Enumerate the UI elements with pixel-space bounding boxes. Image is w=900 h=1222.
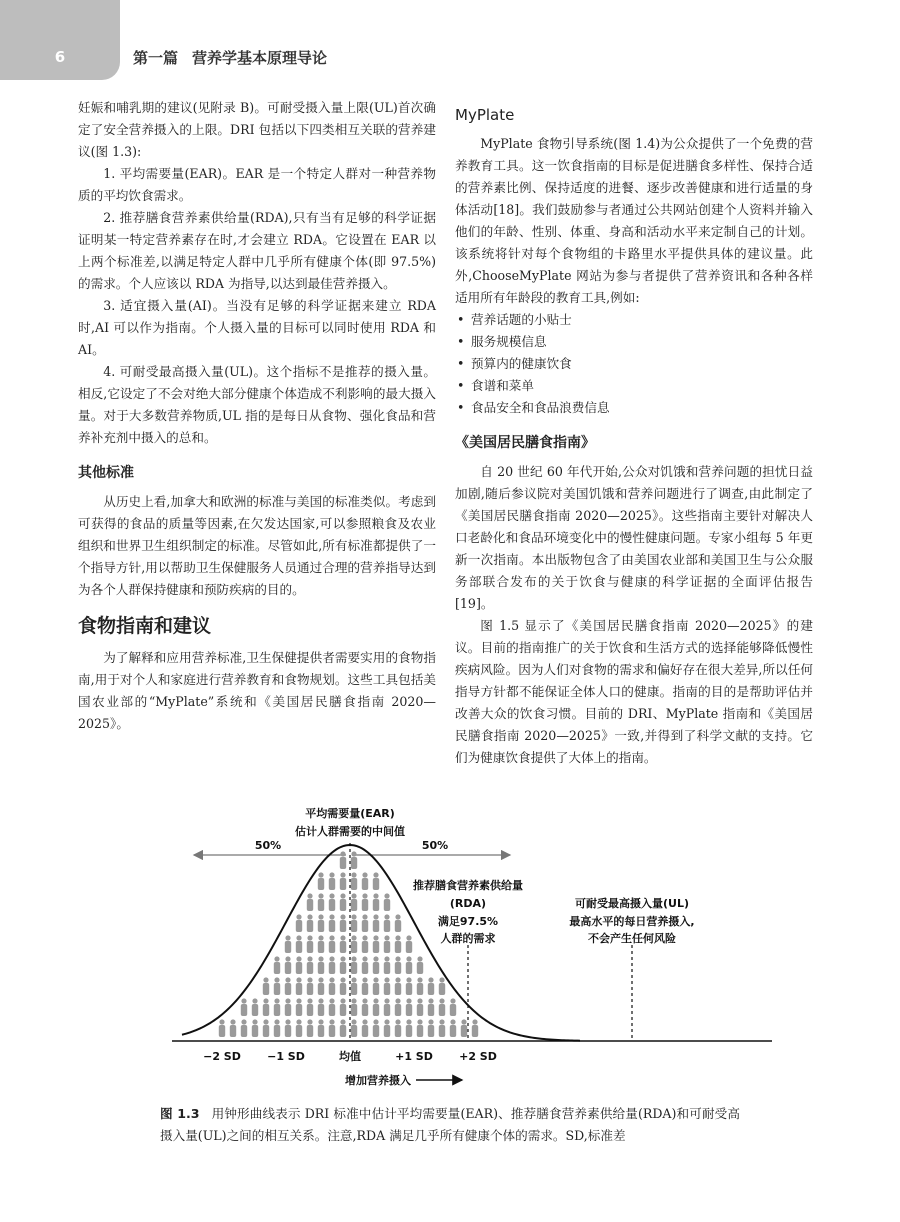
running-head bbox=[133, 47, 327, 68]
person-icon bbox=[307, 977, 313, 995]
person-icon bbox=[384, 893, 390, 911]
person-icon bbox=[395, 977, 401, 995]
person-icon bbox=[285, 977, 291, 995]
person-icon bbox=[395, 914, 401, 932]
person-icon bbox=[285, 935, 291, 953]
person-icon bbox=[395, 956, 401, 974]
person-icon bbox=[428, 1019, 434, 1037]
bell-curve-diagram bbox=[160, 795, 820, 1095]
person-icon bbox=[340, 893, 346, 911]
ul-label-line2: 最高水平的每日营养摄入, bbox=[569, 915, 695, 928]
person-icon bbox=[362, 1019, 368, 1037]
person-icon bbox=[340, 851, 346, 869]
person-icon bbox=[373, 1019, 379, 1037]
person-icon bbox=[307, 893, 313, 911]
person-icon bbox=[329, 956, 335, 974]
person-icon bbox=[307, 1019, 313, 1037]
person-icon bbox=[307, 998, 313, 1016]
person-icon bbox=[461, 1019, 467, 1037]
person-icon bbox=[296, 998, 302, 1016]
person-icon bbox=[318, 998, 324, 1016]
person-icon bbox=[406, 998, 412, 1016]
person-icon bbox=[329, 872, 335, 890]
person-icon bbox=[428, 998, 434, 1016]
person-icon bbox=[373, 977, 379, 995]
paragraph: 2. 推荐膳食营养素供给量(RDA),只有当有足够的科学证据证明某一特定营养素存在时,才会建立 RDA。它设置在 EAR 以上两个标准差,以满足特定人群中几乎所有健康个体(即 97.5%)的需求。个人应该以 RDA 为指导,以达到最佳营养摄入。 bbox=[78, 210, 436, 291]
paragraph: 自 20 世纪 60 年代开始,公众对饥饿和营养问题的担忧日益加剧,随后参议院对美国饥饿和营养问题进行了调查,由此制定了《美国居民膳食指南 2020—2025》。这些指南主要针对解决人口老龄化和食品环境变化中的慢性健康问题。专家小组每 5 年更新一次指南。本出版物包含了由美国农业部和美国卫生与公众服务部联合发布的关于饮食与健康的科学证据的全面评估报告[19]。 bbox=[455, 464, 813, 611]
person-icon bbox=[351, 914, 357, 932]
person-icon bbox=[296, 935, 302, 953]
list-item: • 预算内的健康饮食 bbox=[471, 353, 813, 375]
person-icon bbox=[406, 977, 412, 995]
person-icon bbox=[241, 998, 247, 1016]
person-icon bbox=[373, 893, 379, 911]
paragraph: 1. 平均需要量(EAR)。EAR 是一个特定人群对一种营养物质的平均饮食需求。 bbox=[78, 166, 436, 203]
person-icon bbox=[384, 956, 390, 974]
person-icon bbox=[318, 893, 324, 911]
person-icon bbox=[340, 977, 346, 995]
page-number: 6 bbox=[54, 48, 66, 66]
person-icon bbox=[373, 914, 379, 932]
person-icon bbox=[362, 893, 368, 911]
person-icon bbox=[351, 851, 357, 869]
person-icon bbox=[472, 1019, 478, 1037]
person-icon bbox=[450, 1019, 456, 1037]
tick-minus-2sd: −2 SD bbox=[203, 1050, 241, 1063]
person-icon bbox=[450, 998, 456, 1016]
person-icon bbox=[329, 977, 335, 995]
person-icon bbox=[384, 998, 390, 1016]
person-icon bbox=[318, 935, 324, 953]
person-icon bbox=[362, 977, 368, 995]
person-icon bbox=[406, 956, 412, 974]
bullet-list bbox=[455, 309, 813, 419]
paragraph: 从历史上看,加拿大和欧洲的标准与美国的标准类似。考虑到可获得的食品的质量等因素,在欠发达国家,可以参照粮食及农业组织和世界卫生组织制定的标准。尽管如此,所有标准都提供了一个指导方针,用以帮助卫生保健服务人员通过合理的营养指导达到为各个人群保持健康和预防疾病的目的。 bbox=[78, 494, 436, 597]
rda-label-line1: 推荐膳食营养素供给量 bbox=[413, 879, 523, 892]
part-label: 第一篇 bbox=[133, 49, 179, 67]
person-icon bbox=[384, 935, 390, 953]
person-icon bbox=[307, 914, 313, 932]
figure-bell-curve bbox=[160, 795, 820, 1095]
person-icon bbox=[439, 998, 445, 1016]
person-icon bbox=[318, 1019, 324, 1037]
person-icon bbox=[296, 977, 302, 995]
person-icon bbox=[406, 935, 412, 953]
person-icon bbox=[230, 1019, 236, 1037]
person-icon bbox=[384, 977, 390, 995]
person-icon bbox=[252, 998, 258, 1016]
person-icon bbox=[263, 1019, 269, 1037]
person-icon bbox=[285, 998, 291, 1016]
pct-left: 50% bbox=[254, 839, 282, 852]
ul-label-line3: 不会产生任何风险 bbox=[588, 932, 676, 945]
tick-mean: 均值 bbox=[339, 1050, 361, 1063]
figure-caption bbox=[160, 1103, 740, 1147]
person-icon bbox=[417, 977, 423, 995]
ear-label-line1: 平均需要量(EAR) bbox=[305, 807, 395, 820]
person-icon bbox=[296, 1019, 302, 1037]
person-icon bbox=[395, 935, 401, 953]
person-icon bbox=[395, 1019, 401, 1037]
person-icon bbox=[340, 914, 346, 932]
person-icon bbox=[296, 956, 302, 974]
person-icon bbox=[417, 1019, 423, 1037]
left-column bbox=[78, 97, 436, 735]
person-icon bbox=[417, 956, 423, 974]
person-icon bbox=[417, 998, 423, 1016]
list-item: • 食品安全和食品浪费信息 bbox=[471, 397, 813, 419]
paragraph: 图 1.5 显示了《美国居民膳食指南 2020—2025》的建议。目前的指南推广的关于饮食和生活方式的选择能够降低慢性疾病风险。因为人们对食物的需求和偏好存在很大差异,所以任何指导方针都不能保证全体人口的健康。指南的目的是帮助评估并改善大众的饮食习惯。目前的 DRI、MyPlate 指南和《美国居民膳食指南 2020—2025》一致,并得到了科学文献的支持。它们为健康饮食提供了大体上的指南。 bbox=[455, 618, 813, 765]
person-icon bbox=[329, 935, 335, 953]
paragraph: MyPlate 食物引导系统(图 1.4)为公众提供了一个免费的营养教育工具。这一饮食指南的目标是促进膳食多样性、保持合适的营养素比例、保持适度的进餐、逐步改善健康和进行适量的身体活动[18]。我们鼓励参与者通过公共网站创建个人资料并输入他们的年龄、性别、体重、身高和活动水平来定制自己的计划。该系统将针对每个食物组的卡路里水平提供具体的建议量。此外,ChooseMyPlate 网站为参与者提供了营养资讯和各种各样适用所有年龄段的教育工具,例如: bbox=[455, 136, 813, 305]
section-heading-food-guides: 食物指南和建议 bbox=[78, 615, 212, 637]
person-icon bbox=[351, 977, 357, 995]
person-icon bbox=[329, 1019, 335, 1037]
person-icon bbox=[351, 893, 357, 911]
person-icon bbox=[329, 998, 335, 1016]
list-item: • 食谱和菜单 bbox=[471, 375, 813, 397]
person-icon bbox=[439, 1019, 445, 1037]
person-icon bbox=[263, 998, 269, 1016]
tick-plus-1sd: +1 SD bbox=[395, 1050, 433, 1063]
person-icon bbox=[307, 935, 313, 953]
person-icon bbox=[274, 977, 280, 995]
person-icon bbox=[219, 1019, 225, 1037]
paragraph: 3. 适宜摄入量(AI)。当没有足够的科学证据来建立 RDA 时,AI 可以作为指南。个人摄入量的目标可以同时使用 RDA 和 AI。 bbox=[78, 298, 436, 357]
caption-text: 用钟形曲线表示 DRI 标准中估计平均需要量(EAR)、推荐膳食营养素供给量(RDA)和可耐受高摄入量(UL)之间的相互关系。注意,RDA 满足几乎所有健康个体的需求。SD,标准差 bbox=[160, 1106, 740, 1143]
person-icon bbox=[263, 977, 269, 995]
person-icon bbox=[274, 998, 280, 1016]
section-heading-dietary-guidelines: 《美国居民膳食指南》 bbox=[455, 435, 595, 451]
person-icon bbox=[307, 956, 313, 974]
rda-label-line3: 满足97.5% bbox=[437, 915, 499, 928]
person-icon bbox=[428, 977, 434, 995]
person-icon bbox=[384, 914, 390, 932]
person-icon bbox=[329, 893, 335, 911]
person-icon bbox=[351, 956, 357, 974]
person-icon bbox=[406, 1019, 412, 1037]
person-icon bbox=[373, 998, 379, 1016]
person-icon bbox=[362, 956, 368, 974]
x-axis-label: 增加营养摄入 bbox=[345, 1074, 411, 1087]
paragraph: 妊娠和哺乳期的建议(见附录 B)。可耐受摄入量上限(UL)首次确定了安全营养摄入的上限。DRI 包括以下四类相互关联的营养建议(图 1.3): bbox=[78, 100, 436, 159]
caption-label: 图 1.3 bbox=[160, 1106, 200, 1121]
person-icon bbox=[351, 872, 357, 890]
paragraph: 4. 可耐受最高摄入量(UL)。这个指标不是推荐的摄入量。相反,它设定了不会对绝大部分健康个体造成不利影响的最大摄入量。对于大多数营养物质,UL 指的是每日从食物、强化食品和营养补充剂中摄入的总和。 bbox=[78, 364, 436, 445]
person-icon bbox=[318, 914, 324, 932]
person-icon bbox=[318, 977, 324, 995]
person-icon bbox=[340, 956, 346, 974]
right-column bbox=[455, 97, 813, 769]
page-number-tab bbox=[0, 0, 120, 80]
tick-minus-1sd: −1 SD bbox=[267, 1050, 305, 1063]
person-icon bbox=[439, 977, 445, 995]
person-icon bbox=[274, 956, 280, 974]
person-icon bbox=[285, 1019, 291, 1037]
ear-label-line2: 估计人群需要的中间值 bbox=[295, 825, 405, 838]
person-icon bbox=[351, 1019, 357, 1037]
person-icon bbox=[252, 1019, 258, 1037]
part-title: 营养学基本原理导论 bbox=[192, 49, 328, 67]
ul-label-line1: 可耐受最高摄入量(UL) bbox=[575, 897, 689, 910]
person-icon bbox=[318, 872, 324, 890]
section-heading-other-standards: 其他标准 bbox=[78, 465, 134, 481]
person-icon bbox=[340, 872, 346, 890]
person-icon bbox=[362, 935, 368, 953]
person-icon bbox=[362, 998, 368, 1016]
pct-right: 50% bbox=[421, 839, 449, 852]
person-icon bbox=[241, 1019, 247, 1037]
person-icon bbox=[373, 872, 379, 890]
person-icon bbox=[351, 998, 357, 1016]
person-icon bbox=[384, 1019, 390, 1037]
list-item: • 服务规模信息 bbox=[471, 331, 813, 353]
rda-label-line4: 人群的需求 bbox=[440, 932, 496, 945]
person-icon bbox=[340, 935, 346, 953]
person-icon bbox=[395, 998, 401, 1016]
list-item: • 营养话题的小贴士 bbox=[471, 309, 813, 331]
person-icon bbox=[296, 914, 302, 932]
person-icon bbox=[362, 872, 368, 890]
person-icon bbox=[340, 998, 346, 1016]
person-icon bbox=[362, 914, 368, 932]
person-icon bbox=[274, 1019, 280, 1037]
section-heading-myplate: MyPlate bbox=[455, 106, 515, 124]
rda-label-line2: (RDA) bbox=[449, 897, 487, 910]
person-icon bbox=[329, 914, 335, 932]
person-icon bbox=[373, 935, 379, 953]
person-icon bbox=[340, 1019, 346, 1037]
person-icon bbox=[373, 956, 379, 974]
person-icon bbox=[318, 956, 324, 974]
person-icon bbox=[285, 956, 291, 974]
person-icon bbox=[351, 935, 357, 953]
tick-plus-2sd: +2 SD bbox=[459, 1050, 497, 1063]
paragraph: 为了解释和应用营养标准,卫生保健提供者需要实用的食物指南,用于对个人和家庭进行营养教育和食物规划。这些工具包括美国农业部的“MyPlate”系统和《美国居民膳食指南 2020—2025》。 bbox=[78, 650, 436, 731]
